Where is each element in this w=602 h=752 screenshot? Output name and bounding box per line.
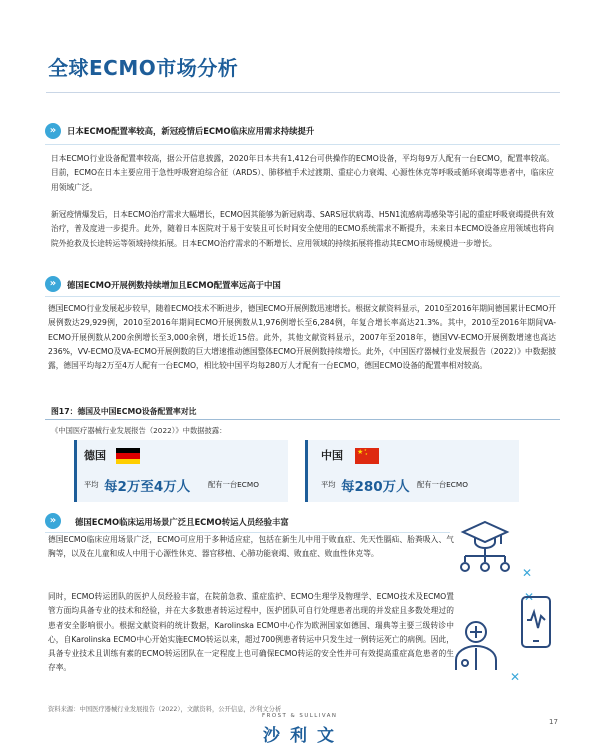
section1-paragraph-2: 新冠疫情爆发后，日本ECMO治疗需求大幅增长，ECMO因其能够为新冠病毒、SARS冠状病毒、H5N1流感病毒感染等引起的重症呼吸衰竭提供有效治疗，普及度进一步提升。此外，随着日本医院对于易于安装且可长时间安全使用的ECMO系统需求不断提升，未来日本ECMO设备应用领域也将向院外抢救及长途转运等领域持续拓展。日本ECMO治疗需求的不断增长、应用领域的持续拓展将推动其ECMO市场规模进一步增长。	[51, 210, 554, 248]
chevron-right-icon: »	[45, 123, 61, 139]
section2-heading: 德国ECMO开展例数持续增加且ECMO配置率远高于中国	[67, 280, 281, 290]
section1-paragraph-1: 日本ECMO行业设备配置率较高，据公开信息披露，2020年日本共有1,412台可供操作的ECMO设备，平均每9万人配有一台ECMO，配置率较高。目前，ECMO在日本主要应用于急性呼吸窘迫综合征（ARDS）、肺移植手术过渡期、重症心力衰竭、心源性休克等呼吸或循环衰竭等患者中，临床应用领域广泛。	[51, 154, 554, 192]
section2-paragraph-1: 德国ECMO行业发展起步较早，随着ECMO技术不断进步，德国ECMO开展例数迅速增长。根据文献资料显示，2010至2016年期间德国累计ECMO开展例数达29,929例，2010至2016年期间ECMO开展例数从1,976例增长至6,284例，年复合增长率高达21.3%。其中，2010至2016年期间VA-ECMO开展例数从200余例增长至3,000余例，增长近15倍。此外，其他文献资料显示，2007年至2018年，德国VV-ECMO开展例数增速也高达236%，VV-ECMO及VA-ECMO开展例数的巨大增速推动德国整体ECMO开展例数持续增长。此外，《中国医疗器械行业发展报告（2022）》中数据披露，德国平均每2万至4万人配有一台ECMO，相比较中国平均每280万人才配有一台ECMO，德国ECMO设备的配置率相对较高。	[48, 304, 556, 371]
logo-wordmark-small: FROST & SULLIVAN	[262, 713, 338, 719]
card-country: 德国	[84, 449, 106, 462]
chevron-right-icon: »	[45, 513, 61, 529]
section3-paragraph-1: 德国ECMO临床应用场景广泛，ECMO可应用于多种适应症，包括在新生儿中用于败血症、先天性膈疝、胎粪吸入、气胸等，以及在儿童和成人中用于心源性休克、器官移植、心肺功能衰竭、败血症、败血性休克等。	[48, 535, 454, 559]
germany-flag-icon	[116, 448, 140, 464]
page-number: 17	[549, 718, 558, 726]
section3-paragraph-2: 同时，ECMO转运团队的医护人员经验丰富，在院前急救、重症监护、ECMO生理学及物理学、ECMO技术及ECMO置管方面均具备专业的技术和经验，并在大多数患者转运过程中，医护团队可自行处理患者出现的并发症且多数处理过的患者安全影响很小。根据文献资料的统计数据，Karolinska ECMO中心作为欧洲国家如德国、瑞典等主要三级转诊中心，自Karolinska ECMO中心开始实施ECMO转运以来，超过700例患者转运中只发生过一例转运死亡的病例。因此，具备专业技术且训练有素的ECMO转运团队在一定程度上也可确保ECMO转运的安全性并可有效提高重症高危患者的生存率。	[48, 592, 454, 673]
tablet-ecg-icon	[519, 594, 553, 650]
china-flag-icon: ★ ★ ★	[355, 448, 379, 464]
card-country: 中国	[321, 449, 343, 462]
card-accent	[74, 440, 77, 502]
card-tail: 配有一台ECMO	[417, 480, 468, 489]
card-tail: 配有一台ECMO	[208, 480, 259, 489]
title-divider	[46, 92, 560, 93]
germany-card	[74, 440, 288, 502]
logo-wordmark: 沙利文	[263, 726, 344, 746]
page-title: 全球ECMO市场分析	[48, 56, 239, 80]
figure-caption: 图17：德国及中国ECMO设备配置率对比	[51, 407, 197, 416]
card-value: 每2万至4万人	[104, 479, 191, 495]
section3-heading: 德国ECMO临床运用场景广泛且ECMO转运人员经验丰富	[75, 517, 289, 527]
card-avg-label: 平均	[321, 480, 336, 489]
x-decoration-icon: ✕	[522, 566, 533, 580]
figure-note: 《中国医疗器械行业发展报告（2022）》中数据披露：	[51, 426, 227, 435]
medical-staff-icon	[452, 618, 500, 674]
team-network-icon	[455, 518, 515, 578]
section1-heading: 日本ECMO配置率较高，新冠疫情后ECMO临床应用需求持续提升	[67, 126, 315, 136]
card-accent	[305, 440, 308, 502]
figure-divider	[45, 419, 560, 420]
x-decoration-icon: ✕	[510, 670, 521, 684]
source-note: 资料来源：中国医疗器械行业发展报告（2022），文献资料，公开信息，沙利文分析	[48, 706, 282, 713]
section2-divider	[45, 296, 560, 297]
card-avg-label: 平均	[84, 480, 99, 489]
chevron-right-icon: »	[45, 276, 61, 292]
x-decoration-icon: ✕	[524, 590, 535, 604]
china-card	[305, 440, 519, 502]
section1-divider	[45, 144, 560, 145]
card-value: 每280万人	[341, 479, 410, 495]
